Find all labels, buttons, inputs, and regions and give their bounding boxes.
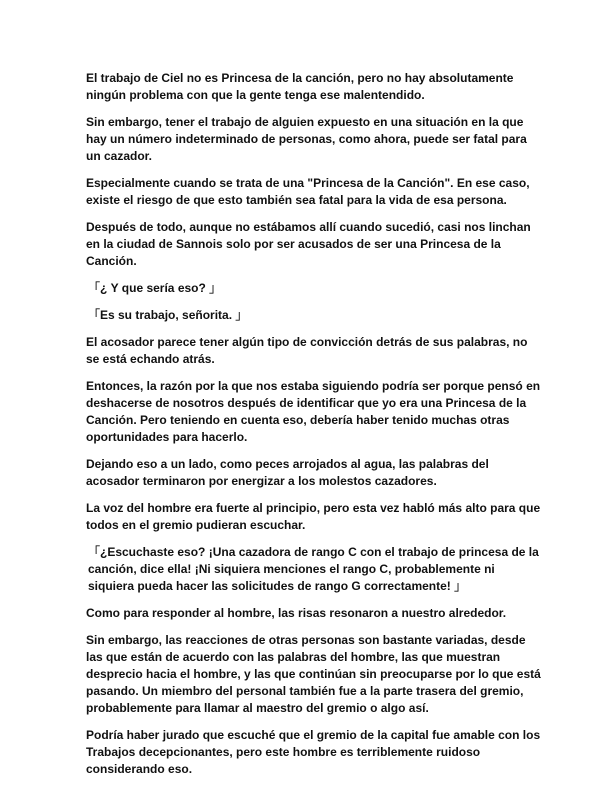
- dialogue-line-3: 「¿Escuchaste eso? ¡Una cazadora de rango C con el trabajo de princesa de la canción, dice ella! ¡Ni siquiera menciones el rango C, probablemente ni siquiera pueda hacer las solicitudes de rango G correctamente! 」: [88, 545, 539, 593]
- paragraph-6: Entonces, la razón por la que nos estaba siguiendo podría ser porque pensó en deshacerse de nosotros después de identificar que yo era una Princesa de la Canción. Pero teniendo en cuenta eso, debería haber tenido muchas otras oportunidades para hacerlo.: [86, 379, 541, 444]
- paragraph-11: Podría haber jurado que escuché que el gremio de la capital fue amable con los Trabajos decepcionantes, pero este hombre es terriblemente ruidoso considerando eso.: [86, 728, 541, 776]
- paragraph-5: El acosador parece tener algún tipo de convicción detrás de sus palabras, no se está echando atrás.: [86, 335, 528, 366]
- paragraph-7: Dejando eso a un lado, como peces arrojados al agua, las palabras del acosador terminaron por energizar a los molestos cazadores.: [86, 457, 489, 488]
- paragraph-8: La voz del hombre era fuerte al principio, pero esta vez habló más alto para que todos en el gremio pudieran escuchar.: [86, 501, 541, 532]
- paragraph-2: Sin embargo, tener el trabajo de alguien expuesto en una situación en la que hay un número indeterminado de personas, como ahora, puede ser fatal para un cazador.: [86, 115, 527, 163]
- paragraph-4: Después de todo, aunque no estábamos allí cuando sucedió, casi nos linchan en la ciudad de Sannois solo por ser acusados de ser una Princesa de la Canción.: [86, 220, 531, 268]
- document-body: [86, 70, 542, 778]
- paragraph-9: Como para responder al hombre, las risas resonaron a nuestro alrededor.: [86, 606, 507, 620]
- paragraph-10: Sin embargo, las reacciones de otras personas son bastante variadas, desde las que están de acuerdo con las palabras del hombre, las que muestran desprecio hacia el hombre, y las que continúan sin preocuparse por lo que está pasando. Un miembro del personal también fue a la parte trasera del gremio, probablemente para llamar al maestro del gremio o algo así.: [86, 633, 541, 715]
- dialogue-line-1: 「¿ Y que sería eso? 」: [88, 281, 222, 295]
- paragraph-3: Especialmente cuando se trata de una "Princesa de la Canción". En ese caso, existe el riesgo de que esto también sea fatal para la vida de esa persona.: [86, 176, 530, 207]
- paragraph-1: El trabajo de Ciel no es Princesa de la canción, pero no hay absolutamente ningún problema con que la gente tenga ese malentendido.: [86, 71, 514, 102]
- dialogue-line-2: 「Es su trabajo, señorita. 」: [88, 308, 248, 322]
